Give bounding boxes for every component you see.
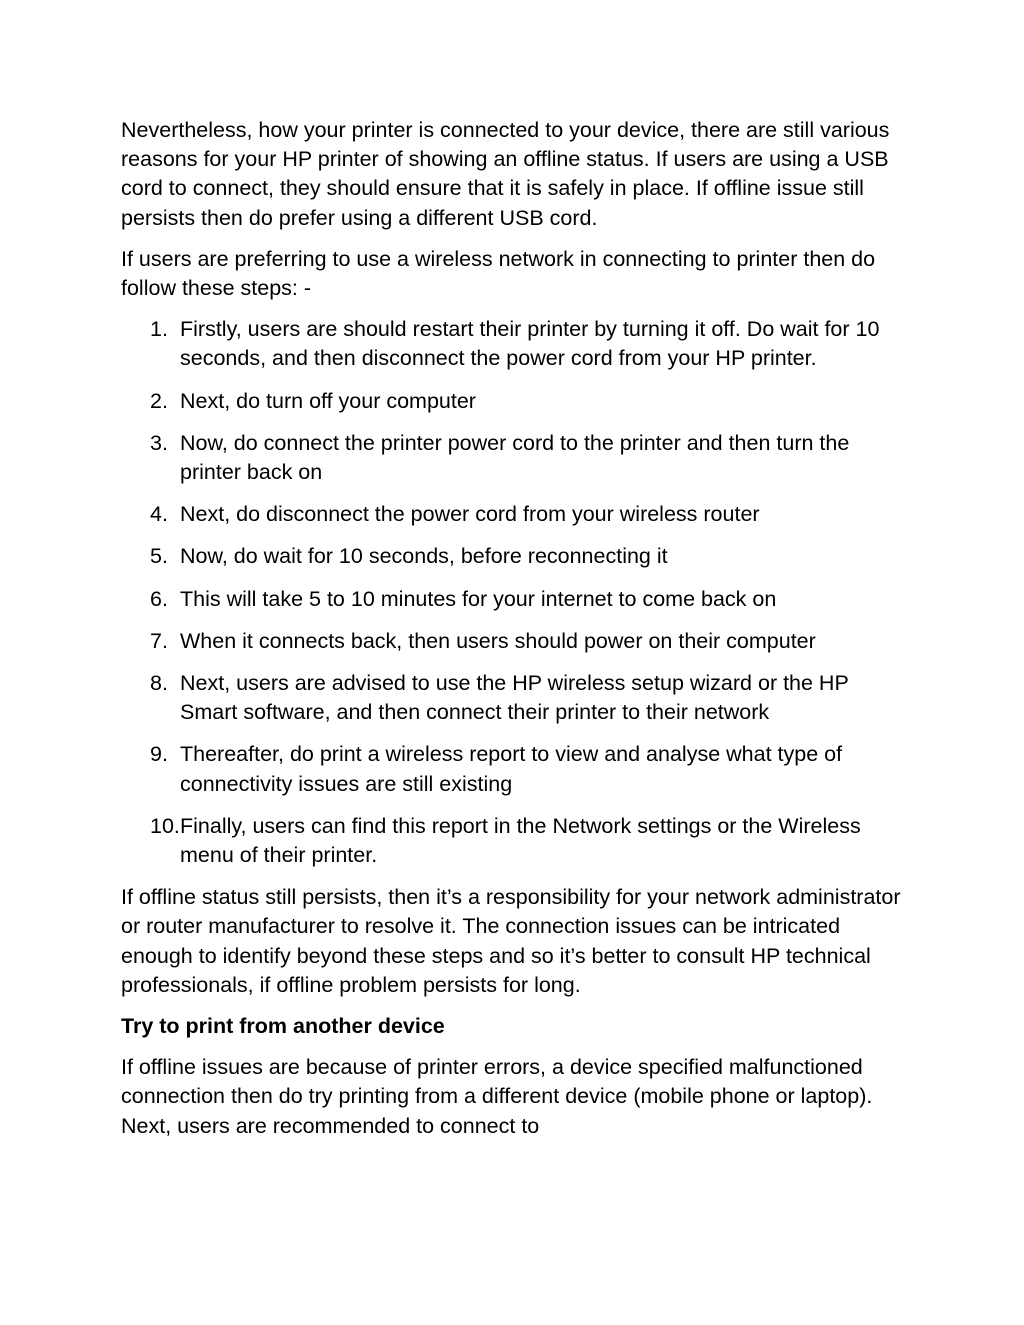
step-number: 7.	[150, 628, 168, 653]
step-number: 2.	[150, 388, 168, 413]
closing-paragraph: If offline status still persists, then it’s a responsibility for your network administrator or router manufacturer to resolve it. The connection issues can be intricated enough to identify beyond these steps and so it’s better to consult HP technical professionals, if offline problem persists for long.	[121, 885, 901, 997]
list-item	[121, 812, 911, 870]
step-number: 5.	[150, 544, 168, 569]
list-item	[121, 315, 911, 373]
step-number: 6.	[150, 586, 168, 611]
list-item	[121, 387, 911, 416]
step-text: This will take 5 to 10 minutes for your internet to come back on	[180, 586, 777, 611]
step-text: Next, users are advised to use the HP wireless setup wizard or the HP Smart software, and then connect their printer to their network	[180, 671, 849, 725]
step-number: 4.	[150, 502, 168, 527]
step-text: Next, do disconnect the power cord from your wireless router	[180, 502, 760, 527]
intro-paragraph: Nevertheless, how your printer is connected to your device, there are still various reasons for your HP printer of showing an offline status. If users are using a USB cord to connect, they should ensure that it is safely in place. If offline issue still persists then do prefer using a different USB cord.	[121, 118, 890, 230]
document-page	[121, 116, 911, 1153]
step-text: Thereafter, do print a wireless report to view and analyse what type of connectivity issues are still existing	[180, 742, 843, 796]
step-text: Next, do turn off your computer	[180, 388, 476, 413]
steps-list	[121, 315, 911, 870]
list-item	[121, 542, 911, 571]
step-text: Now, do wait for 10 seconds, before reconnecting it	[180, 544, 668, 569]
list-item	[121, 429, 911, 487]
step-number: 9.	[150, 742, 168, 767]
list-item	[121, 627, 911, 656]
step-text: When it connects back, then users should power on their computer	[180, 628, 816, 653]
list-item	[121, 669, 911, 727]
list-item	[121, 740, 911, 798]
section-heading: Try to print from another device	[121, 1014, 445, 1039]
step-text: Firstly, users are should restart their printer by turning it off. Do wait for 10 seconds, and then disconnect the power cord from your HP printer.	[180, 317, 880, 371]
list-item	[121, 585, 911, 614]
step-text: Now, do connect the printer power cord to the printer and then turn the printer back on	[180, 430, 850, 485]
section-body-paragraph: If offline issues are because of printer errors, a device specified malfunctioned connection then do try printing from a different device (mobile phone or laptop). Next, users are recommended to connect to	[121, 1055, 873, 1138]
step-number: 1.	[150, 317, 168, 342]
step-text: Finally, users can find this report in the Network settings or the Wireless menu of their printer.	[180, 813, 861, 868]
list-item	[121, 500, 911, 529]
step-number: 3.	[150, 430, 168, 455]
step-number: 10.	[150, 813, 180, 838]
steps-lead-paragraph: If users are preferring to use a wireless network in connecting to printer then do follow these steps: -	[121, 246, 876, 301]
step-number: 8.	[150, 671, 168, 696]
